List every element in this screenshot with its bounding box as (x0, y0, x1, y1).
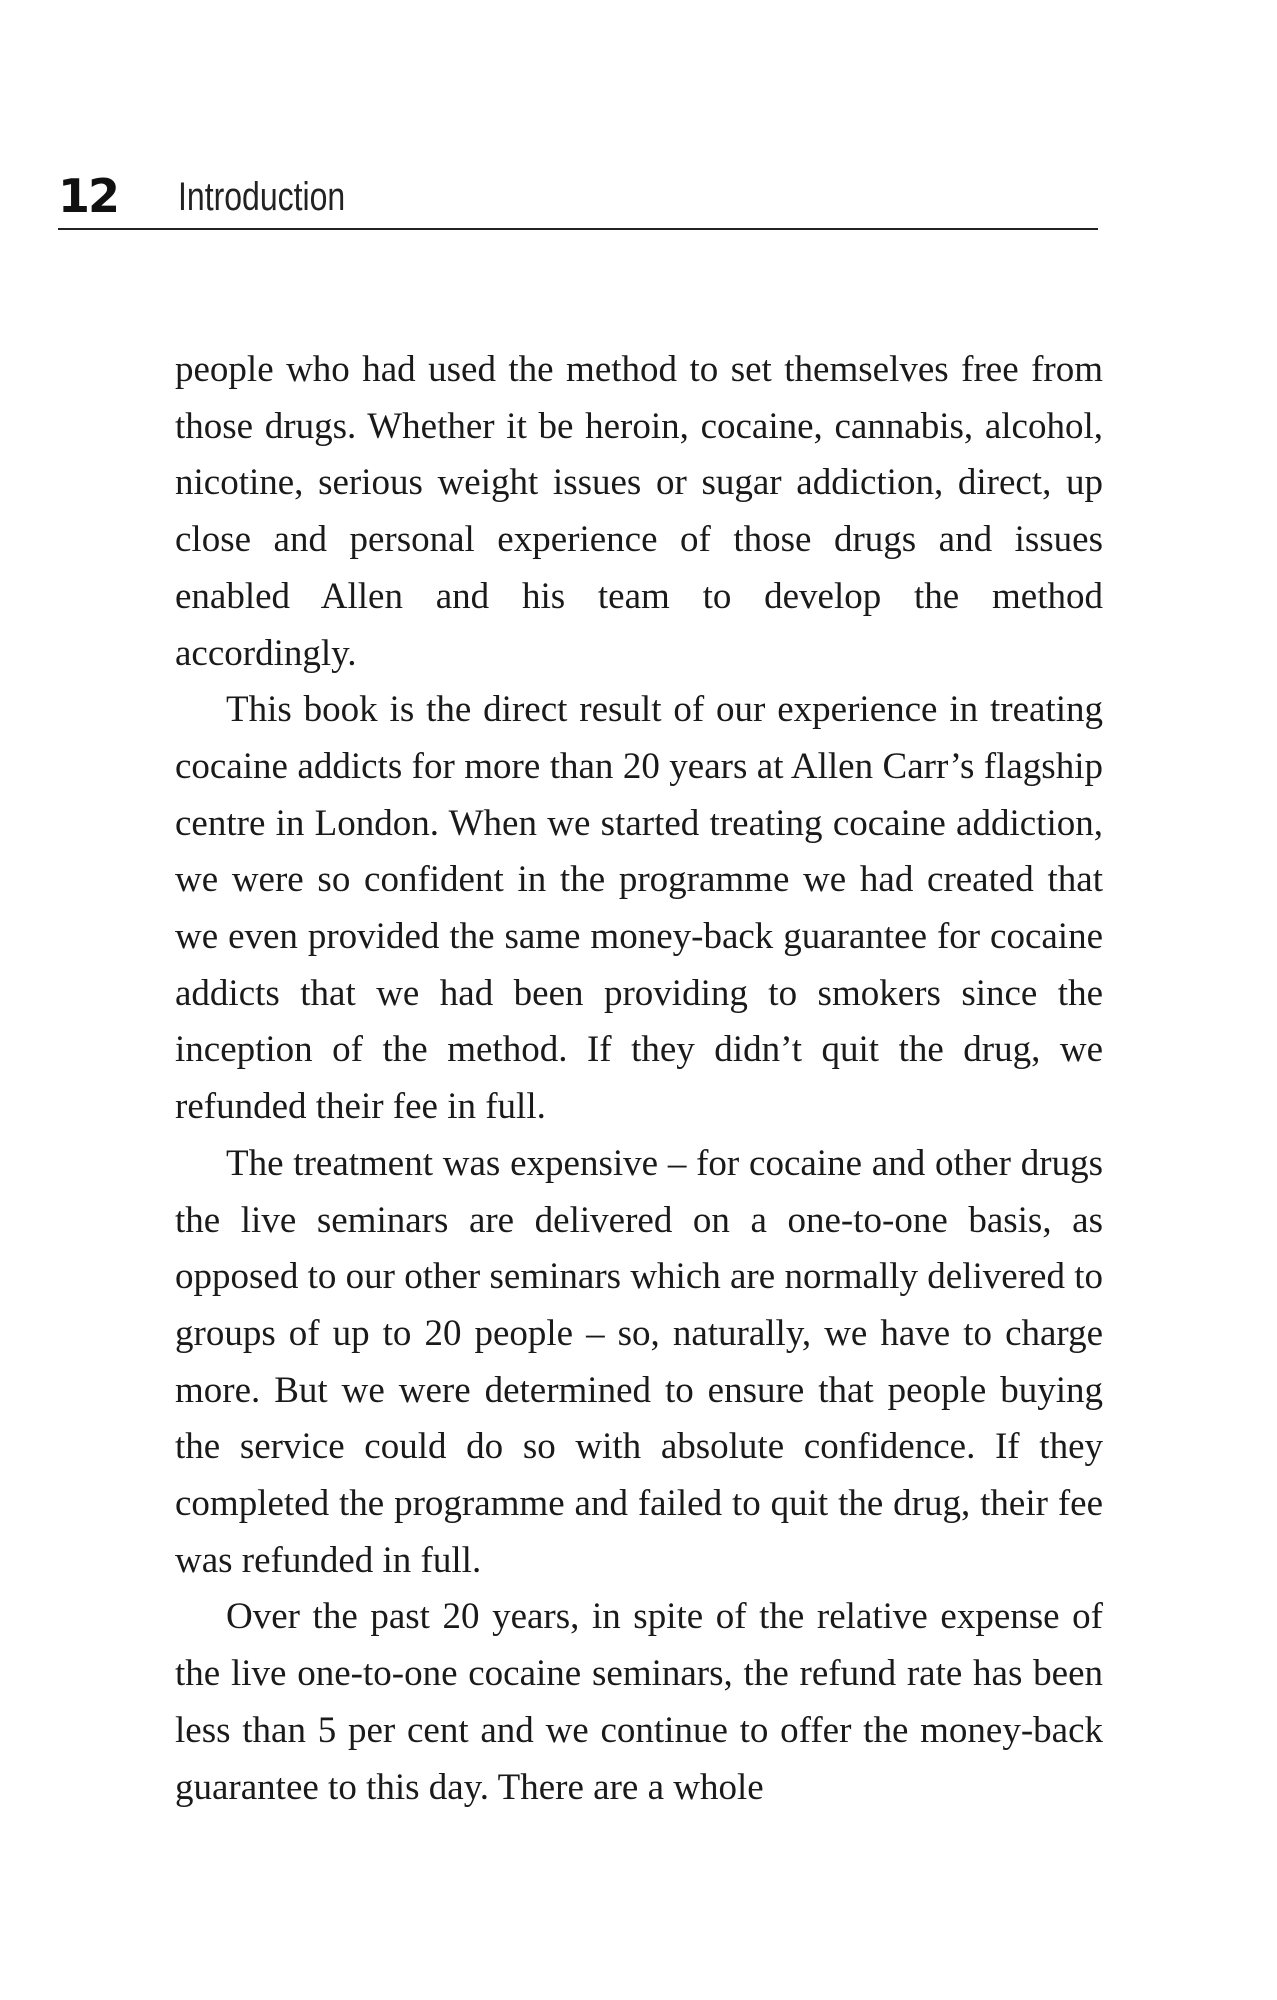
paragraph-2: This book is the direct result of our experience in treating cocaine addicts for more than 20 years at Allen Carr’s flagship centre in London. When we started treating cocaine addiction, we were so confident in the programme we had created that we even provided the same money-back guarantee for cocaine addicts that we had been providing to smokers since the inception of the method. If they didn’t quit the drug, we refunded their fee in full. (175, 689, 1103, 1128)
section-title: Introduction (178, 175, 346, 219)
running-head (58, 166, 1098, 230)
paragraph-3: The treatment was expensive – for cocaine and other drugs the live seminars are delivered on a one-to-one basis, as opposed to our other seminars which are normally delivered to groups of up to 20 people – so, naturally, we have to charge more. But we were determined to ensure that people buying the service could do so with absolute confidence. If they completed the programme and failed to quit the drug, their fee was refunded in full. (175, 1142, 1103, 1581)
body-text (175, 342, 1103, 1816)
paragraph-4: Over the past 20 years, in spite of the relative expense of the live one-to-one cocaine seminars, the refund rate has been less than 5 per cent and we continue to offer the money-back guarantee to this day. There are a whole (175, 1596, 1103, 1808)
paragraph-1: people who had used the method to set themselves free from those drugs. Whether it be heroin, cocaine, cannabis, alcohol, nicotine, serious weight issues or sugar addiction, direct, up close and personal experience of those drugs and issues enabled Allen and his team to develop the method accordingly. (175, 349, 1103, 674)
page-number: 12 (58, 169, 119, 223)
